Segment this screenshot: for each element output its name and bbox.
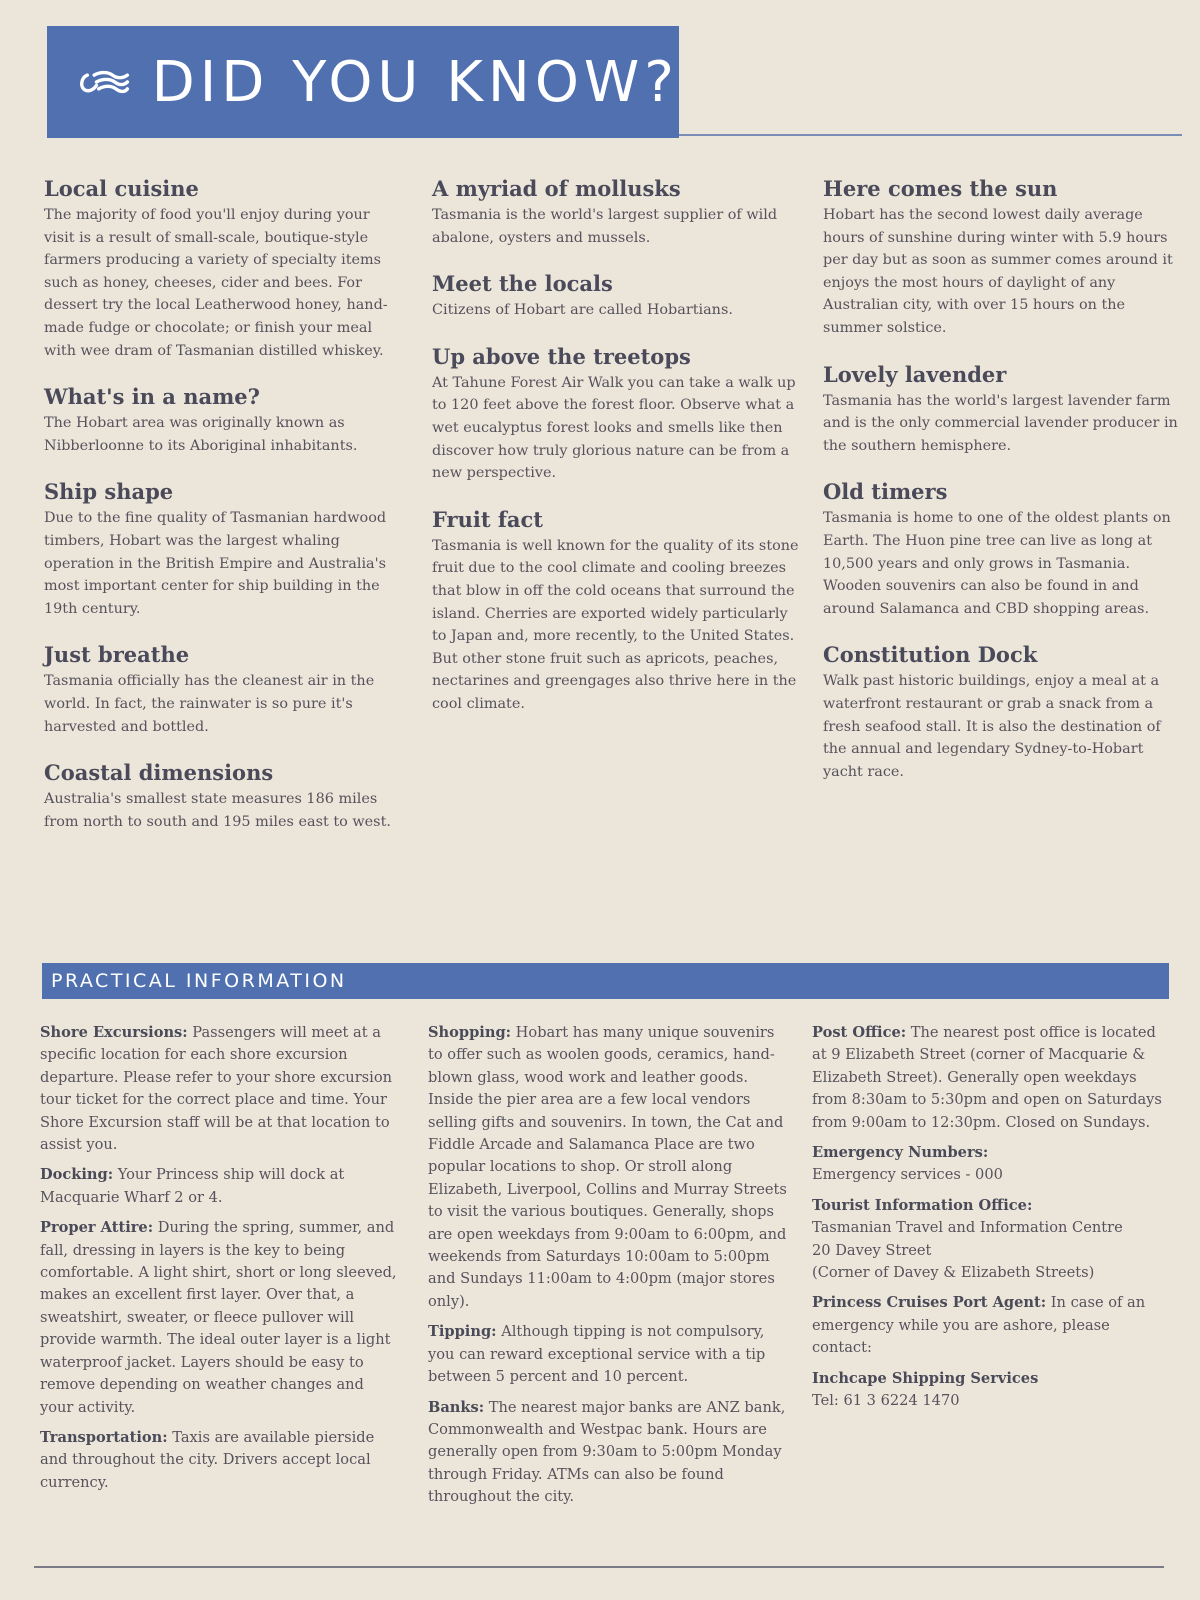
info-label: Transportation: [40, 1428, 168, 1446]
info-item [812, 1368, 1172, 1413]
facts-column-1 [44, 176, 404, 855]
info-text-line3: (Corner of Davey & Elizabeth Streets) [812, 1264, 1095, 1282]
fact-item [44, 384, 404, 457]
fact-item [44, 760, 404, 833]
info-item [40, 1427, 400, 1494]
info-text-line2: 20 Davey Street [812, 1241, 932, 1259]
fact-text: Tasmania is the world's largest supplier of wild abalone, oysters and mussels. [432, 207, 778, 246]
info-text: Tel: 61 3 6224 1470 [812, 1392, 960, 1410]
info-label: Princess Cruises Port Agent: [812, 1294, 1047, 1312]
footer-divider [34, 1566, 1164, 1568]
fact-title: Local cuisine [44, 176, 199, 201]
wave-logo-icon [77, 56, 130, 108]
fact-title: A myriad of mollusks [432, 176, 681, 201]
info-text: Passengers will meet at a specific location for each shore excursion departure. Please refer to your shore excursion tour ticket for the correct place and time. Your Shore Excursion staff will be at that location to assist you. [40, 1024, 393, 1154]
info-text: In case of an emergency while you are ashore, please contact: [812, 1294, 1146, 1357]
info-item [812, 1142, 1172, 1187]
fact-title: What's in a name? [44, 384, 260, 410]
fact-item [432, 344, 802, 485]
fact-text: Due to the fine quality of Tasmanian hardwood timbers, Hobart was the largest whaling operation in the British Empire and Australia's most important center for ship building in the 19th century. [44, 510, 387, 617]
section-title: PRACTICAL INFORMATION [51, 970, 347, 992]
info-text: Hobart has many unique souvenirs to offer such as woolen goods, ceramics, hand-blown glass, wood work and leather goods. Inside the pier area are a few local vendors selling gifts and souvenirs. In town, the Cat and Fiddle Arcade and Salamanca Place are two popular locations to shop. Or stroll along Elizabeth, Liverpool, Collins and Murray Streets to visit the various boutiques. Generally, shops are open weekdays from 9:00am to 6:00pm, and weekends from Saturdays 10:00am to 5:00pm and Sundays 11:00am to 4:00pm (major stores only). [428, 1024, 787, 1310]
info-label: Docking: [40, 1166, 114, 1184]
fact-item [44, 176, 404, 362]
fact-text: Walk past historic buildings, enjoy a meal at a waterfront restaurant or grab a snack from a fresh seafood stall. It is also the destination of the annual and legendary Sydney-to-Hobart yacht race. [823, 673, 1161, 780]
info-label: Post Office: [812, 1024, 907, 1041]
fact-item [44, 642, 404, 738]
fact-title: Coastal dimensions [44, 760, 274, 786]
fact-title: Lovely lavender [823, 361, 1007, 387]
info-label: Tipping: [428, 1323, 497, 1341]
fact-item [823, 642, 1183, 783]
info-item [40, 1022, 400, 1156]
info-item [428, 1321, 788, 1388]
info-item [40, 1217, 400, 1419]
info-label: Banks: [428, 1398, 485, 1416]
fact-title: Here comes the sun [823, 176, 1058, 201]
info-text: During the spring, summer, and fall, dressing in layers is the key to being comfortable. A light shirt, short or long sleeved, makes an excellent first layer. Over that, a sweatshirt, sweater, or fleece pullover will provide warmth. The ideal outer layer is a light waterproof jacket. Layers should be easy to remove depending on weather changes and your activity. [40, 1219, 397, 1416]
fact-title: Old timers [823, 479, 948, 505]
facts-column-2 [432, 176, 802, 738]
info-item [812, 1195, 1172, 1285]
fact-title: Constitution Dock [823, 642, 1038, 668]
info-text: Taxis are available pierside and throughout the city. Drivers accept local currency. [40, 1428, 375, 1491]
fact-title: Meet the locals [432, 271, 613, 297]
practical-column-3 [812, 1022, 1172, 1421]
fact-text: Hobart has the second lowest daily average hours of sunshine during winter with 5.9 hours per day but as soon as summer comes around it enjoys the most hours of daylight of any Australian city, with over 15 hours on the summer solstice. [823, 207, 1173, 336]
fact-text: Tasmania is home to one of the oldest plants on Earth. The Huon pine tree can live as long at 10,500 years and only grows in Tasmania. Wooden souvenirs can also be found in and around Salamanca and CBD shopping areas. [823, 510, 1171, 617]
info-item [428, 1397, 788, 1509]
fact-item [432, 507, 802, 716]
fact-text: The majority of food you'll enjoy during your visit is a result of small-scale, boutique-style farmers producing a variety of specialty items such as honey, cheeses, cider and bees. For dessert try the local Leatherwood honey, hand-made fudge or chocolate; or finish your meal with wee dram of Tasmanian distilled whiskey. [44, 207, 388, 359]
fact-text: Australia's smallest state measures 186 miles from north to south and 195 miles east to west. [44, 791, 391, 830]
info-text: The nearest post office is located at 9 Elizabeth Street (corner of Macquarie & Elizabeth Street). Generally open weekdays from 8:30am to 5:30pm and open on Saturdays from 9:00am to 12:30pm. Closed on Sundays. [812, 1024, 1162, 1131]
info-label: Emergency Numbers: [812, 1144, 989, 1162]
fact-text: At Tahune Forest Air Walk you can take a walk up to 120 feet above the forest floor. Observe what a wet eucalyptus forest looks and smells like then discover how truly glorious nature can be from a new perspective. [432, 374, 796, 482]
info-label: Shopping: [428, 1024, 512, 1041]
fact-item [432, 176, 802, 249]
fact-title: Up above the treetops [432, 343, 691, 369]
fact-item [432, 271, 802, 322]
fact-text: Tasmania is well known for the quality of its stone fruit due to the cool climate and cooling breezes that blow in off the cold oceans that surround the island. Cherries are exported widely particularly to Japan and, more recently, to the United States. But other stone fruit such as apricots, peaches, nectarines and greengages also thrive here in the cool climate. [432, 537, 799, 712]
info-label: Tourist Information Office: [812, 1196, 1033, 1214]
fact-item [823, 479, 1183, 620]
practical-column-1 [40, 1022, 400, 1502]
fact-text: The Hobart area was originally known as Nibberloonne to its Aboriginal inhabitants. [44, 415, 358, 454]
info-item [812, 1292, 1172, 1359]
fact-text: Citizens of Hobart are called Hobartians. [432, 302, 733, 319]
fact-text: Tasmania officially has the cleanest air in the world. In fact, the rainwater is so pure it's harvested and bottled. [44, 673, 375, 735]
info-item [812, 1022, 1172, 1134]
fact-item [44, 479, 404, 620]
header-divider [679, 134, 1182, 136]
info-text: Although tipping is not compulsory, you can reward exceptional service with a tip between 5 percent and 10 percent. [428, 1323, 766, 1386]
info-text: Your Princess ship will dock at Macquarie Wharf 2 or 4. [40, 1166, 345, 1206]
fact-title: Fruit fact [432, 506, 543, 532]
info-label: Inchcape Shipping Services [812, 1369, 1039, 1387]
info-text: Emergency services - 000 [812, 1166, 1003, 1184]
info-label: Shore Excursions: [40, 1024, 188, 1041]
info-label: Proper Attire: [40, 1219, 154, 1237]
fact-text: Tasmania has the world's largest lavender farm and is the only commercial lavender producer in the southern hemisphere. [823, 392, 1178, 454]
facts-column-3 [823, 176, 1183, 805]
fact-title: Ship shape [44, 479, 174, 505]
info-text: Tasmanian Travel and Information Centre [812, 1219, 1123, 1237]
info-text: The nearest major banks are ANZ bank, Commonwealth and Westpac bank. Hours are generally open from 9:30am to 5:00pm Monday through Friday. ATMs can also be found throughout the city. [428, 1398, 786, 1506]
page-title: DID YOU KNOW? [151, 49, 679, 115]
info-item [40, 1164, 400, 1209]
info-item [428, 1022, 788, 1313]
did-you-know-banner [47, 26, 679, 138]
practical-info-banner [42, 963, 1169, 999]
fact-item [823, 176, 1183, 340]
fact-item [823, 362, 1183, 458]
fact-title: Just breathe [44, 642, 190, 668]
practical-column-2 [428, 1022, 788, 1517]
